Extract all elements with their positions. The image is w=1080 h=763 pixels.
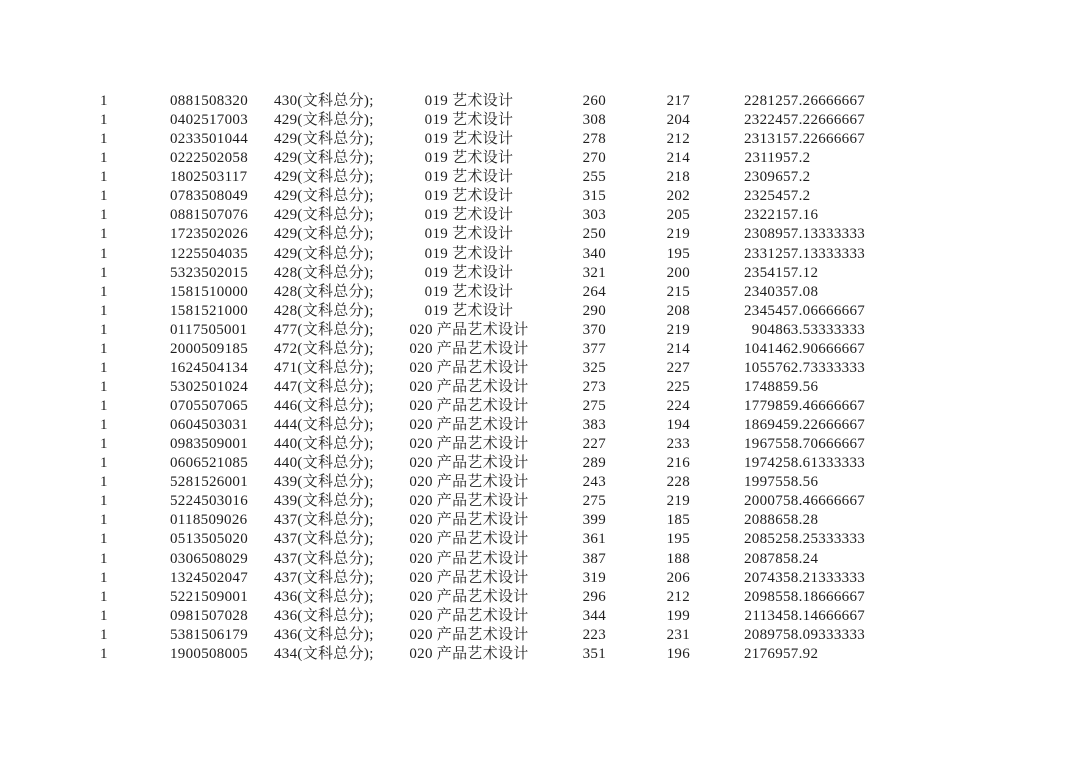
- cell-major: 020 产品艺术设计: [409, 474, 529, 491]
- cell-score-b: 214: [666, 340, 690, 357]
- cell-composite: 62.90666667: [783, 340, 866, 357]
- cell-seq: 1: [100, 112, 108, 129]
- table-row: [100, 550, 910, 569]
- cell-score-a: 351: [582, 645, 606, 662]
- cell-total-score: 472(文科总分);: [274, 340, 374, 357]
- cell-composite: 58.14666667: [783, 607, 866, 624]
- cell-major: 020 产品艺术设计: [409, 493, 529, 510]
- cell-major: 020 产品艺术设计: [409, 417, 529, 434]
- cell-seq: 1: [100, 531, 108, 548]
- cell-major: 019 艺术设计: [424, 283, 514, 300]
- cell-candidate-id: 0233501044: [170, 131, 248, 148]
- cell-rank: 23221: [744, 207, 783, 224]
- cell-score-b: 196: [666, 645, 690, 662]
- cell-rank: 23254: [744, 188, 783, 205]
- cell-score-a: 273: [582, 378, 606, 395]
- cell-seq: 1: [100, 264, 108, 281]
- cell-seq: 1: [100, 474, 108, 491]
- cell-rank: 21134: [744, 607, 783, 624]
- cell-score-b: 195: [666, 531, 690, 548]
- cell-score-a: 270: [582, 150, 606, 167]
- cell-major: 020 产品艺术设计: [409, 626, 529, 643]
- cell-composite: 58.24: [783, 550, 819, 567]
- cell-composite: 57.16: [783, 207, 819, 224]
- cell-composite: 59.46666667: [783, 398, 866, 414]
- table-row: [100, 645, 910, 664]
- cell-total-score: 428(文科总分);: [274, 302, 374, 319]
- cell-score-b: 208: [666, 302, 690, 319]
- cell-candidate-id: 0117505001: [170, 321, 248, 338]
- cell-major: 020 产品艺术设计: [409, 378, 529, 395]
- cell-candidate-id: 0981507028: [170, 607, 248, 624]
- table-row: [100, 607, 910, 626]
- cell-major: 019 艺术设计: [424, 302, 514, 319]
- cell-score-b: 188: [666, 550, 690, 567]
- cell-seq: 1: [100, 188, 108, 205]
- cell-major: 020 产品艺术设计: [409, 550, 529, 567]
- cell-rank: 23119: [744, 150, 783, 167]
- cell-seq: 1: [100, 455, 108, 472]
- cell-score-a: 260: [582, 93, 606, 109]
- cell-seq: 1: [100, 398, 108, 414]
- cell-composite: 58.25333333: [783, 531, 866, 548]
- cell-score-b: 212: [666, 131, 690, 148]
- cell-composite: 58.21333333: [783, 569, 866, 586]
- cell-total-score: 444(文科总分);: [274, 417, 374, 434]
- cell-major: 020 产品艺术设计: [409, 588, 529, 605]
- cell-rank: 20985: [744, 588, 783, 605]
- table-row: [100, 435, 910, 454]
- cell-candidate-id: 1581521000: [170, 302, 248, 319]
- cell-candidate-id: 5224503016: [170, 493, 248, 510]
- cell-total-score: 429(文科总分);: [274, 226, 374, 243]
- cell-score-a: 340: [582, 245, 606, 262]
- cell-total-score: 447(文科总分);: [274, 378, 374, 395]
- cell-seq: 1: [100, 569, 108, 586]
- cell-seq: 1: [100, 550, 108, 567]
- cell-score-a: 321: [582, 264, 606, 281]
- cell-composite: 57.2: [783, 169, 811, 186]
- cell-total-score: 429(文科总分);: [274, 131, 374, 148]
- cell-score-a: 325: [582, 359, 606, 376]
- cell-major: 020 产品艺术设计: [409, 607, 529, 624]
- cell-composite: 57.2: [783, 188, 811, 205]
- cell-seq: 1: [100, 226, 108, 243]
- cell-total-score: 439(文科总分);: [274, 474, 374, 491]
- cell-score-a: 227: [582, 436, 606, 453]
- cell-score-a: 387: [582, 550, 606, 567]
- cell-seq: 1: [100, 359, 108, 376]
- cell-composite: 58.70666667: [783, 436, 866, 453]
- cell-score-b: 217: [666, 93, 690, 109]
- cell-candidate-id: 0402517003: [170, 112, 248, 129]
- table-row: [100, 588, 910, 607]
- cell-rank: 20743: [744, 569, 783, 586]
- cell-seq: 1: [100, 207, 108, 224]
- cell-score-b: 204: [666, 112, 690, 129]
- table-row: [100, 302, 910, 321]
- cell-major: 019 艺术设计: [424, 226, 514, 243]
- cell-seq: 1: [100, 340, 108, 357]
- cell-candidate-id: 0881507076: [170, 207, 248, 224]
- cell-candidate-id: 0606521085: [170, 455, 248, 472]
- cell-composite: 57.12: [783, 264, 819, 281]
- cell-total-score: 437(文科总分);: [274, 550, 374, 567]
- cell-score-a: 344: [582, 607, 606, 624]
- cell-candidate-id: 1581510000: [170, 283, 248, 300]
- table-row: [100, 569, 910, 588]
- cell-score-b: 228: [666, 474, 690, 491]
- admission-score-table: [100, 92, 910, 664]
- cell-rank: 10557: [744, 359, 783, 376]
- cell-score-b: 214: [666, 150, 690, 167]
- cell-candidate-id: 0783508049: [170, 188, 248, 205]
- cell-score-b: 205: [666, 207, 690, 224]
- cell-candidate-id: 0306508029: [170, 550, 248, 567]
- cell-seq: 1: [100, 245, 108, 262]
- cell-seq: 1: [100, 378, 108, 395]
- cell-candidate-id: 0604503031: [170, 417, 248, 434]
- cell-total-score: 428(文科总分);: [274, 283, 374, 300]
- table-row: [100, 416, 910, 435]
- cell-score-b: 219: [666, 493, 690, 510]
- cell-score-b: 227: [666, 359, 690, 376]
- cell-score-b: 233: [666, 436, 690, 453]
- cell-total-score: 429(文科总分);: [274, 207, 374, 224]
- cell-major: 020 产品艺术设计: [409, 569, 529, 586]
- cell-candidate-id: 0513505020: [170, 531, 248, 548]
- cell-major: 020 产品艺术设计: [409, 645, 529, 662]
- cell-major: 020 产品艺术设计: [409, 531, 529, 548]
- table-row: [100, 92, 910, 111]
- cell-rank: 20897: [744, 626, 783, 643]
- cell-candidate-id: 0983509001: [170, 436, 248, 453]
- cell-score-a: 399: [582, 512, 606, 529]
- cell-rank: 23403: [744, 283, 783, 300]
- cell-score-b: 195: [666, 245, 690, 262]
- cell-total-score: 436(文科总分);: [274, 588, 374, 605]
- cell-score-a: 223: [582, 626, 606, 643]
- cell-total-score: 429(文科总分);: [274, 112, 374, 129]
- cell-major: 019 艺术设计: [424, 264, 514, 281]
- cell-total-score: 429(文科总分);: [274, 169, 374, 186]
- table-row: [100, 473, 910, 492]
- cell-score-b: 219: [666, 226, 690, 243]
- cell-candidate-id: 5281526001: [170, 474, 248, 491]
- cell-seq: 1: [100, 417, 108, 434]
- cell-major: 019 艺术设计: [424, 245, 514, 262]
- cell-score-a: 243: [582, 474, 606, 491]
- cell-score-b: 225: [666, 378, 690, 395]
- table-row: [100, 359, 910, 378]
- cell-major: 020 产品艺术设计: [409, 512, 529, 529]
- cell-candidate-id: 5323502015: [170, 264, 248, 281]
- cell-composite: 57.06666667: [783, 302, 866, 319]
- cell-major: 020 产品艺术设计: [409, 398, 529, 414]
- table-row: [100, 530, 910, 549]
- cell-major: 019 艺术设计: [424, 150, 514, 167]
- cell-total-score: 440(文科总分);: [274, 436, 374, 453]
- cell-candidate-id: 1723502026: [170, 226, 248, 243]
- cell-seq: 1: [100, 131, 108, 148]
- cell-candidate-id: 2000509185: [170, 340, 248, 357]
- cell-major: 019 艺术设计: [424, 112, 514, 129]
- cell-composite: 57.2: [783, 150, 811, 167]
- cell-seq: 1: [100, 512, 108, 529]
- cell-major: 019 艺术设计: [424, 131, 514, 148]
- cell-score-a: 315: [582, 188, 606, 205]
- cell-candidate-id: 1900508005: [170, 645, 248, 662]
- cell-score-a: 303: [582, 207, 606, 224]
- cell-score-a: 275: [582, 398, 606, 414]
- cell-score-a: 296: [582, 588, 606, 605]
- cell-total-score: 428(文科总分);: [274, 264, 374, 281]
- cell-total-score: 436(文科总分);: [274, 607, 374, 624]
- cell-total-score: 429(文科总分);: [274, 245, 374, 262]
- cell-score-a: 290: [582, 302, 606, 319]
- cell-composite: 57.22666667: [783, 112, 866, 129]
- cell-score-b: 200: [666, 264, 690, 281]
- cell-seq: 1: [100, 626, 108, 643]
- cell-rank: 22812: [744, 93, 783, 109]
- cell-score-b: 215: [666, 283, 690, 300]
- cell-score-a: 250: [582, 226, 606, 243]
- cell-seq: 1: [100, 302, 108, 319]
- cell-composite: 63.53333333: [783, 321, 866, 338]
- cell-composite: 58.56: [783, 474, 819, 491]
- cell-score-a: 361: [582, 531, 606, 548]
- cell-total-score: 437(文科总分);: [274, 569, 374, 586]
- cell-rank: 23312: [744, 245, 783, 262]
- cell-score-a: 289: [582, 455, 606, 472]
- cell-rank: 17488: [744, 378, 783, 395]
- cell-rank: 23224: [744, 112, 783, 129]
- cell-candidate-id: 1324502047: [170, 569, 248, 586]
- table-row: [100, 206, 910, 225]
- cell-major: 019 艺术设计: [424, 93, 514, 109]
- cell-score-b: 202: [666, 188, 690, 205]
- cell-score-b: 224: [666, 398, 690, 414]
- cell-rank: 23131: [744, 131, 783, 148]
- cell-candidate-id: 5302501024: [170, 378, 248, 395]
- cell-score-a: 275: [582, 493, 606, 510]
- cell-major: 020 产品艺术设计: [409, 340, 529, 357]
- cell-major: 020 产品艺术设计: [409, 321, 529, 338]
- cell-rank: 10414: [744, 340, 783, 357]
- cell-major: 020 产品艺术设计: [409, 359, 529, 376]
- cell-seq: 1: [100, 150, 108, 167]
- cell-rank: 20852: [744, 531, 783, 548]
- cell-candidate-id: 0881508320: [170, 93, 248, 109]
- cell-total-score: 429(文科总分);: [274, 150, 374, 167]
- cell-composite: 58.09333333: [783, 626, 866, 643]
- cell-total-score: 477(文科总分);: [274, 321, 374, 338]
- cell-candidate-id: 1802503117: [170, 169, 248, 186]
- cell-composite: 58.18666667: [783, 588, 866, 605]
- cell-seq: 1: [100, 321, 108, 338]
- cell-seq: 1: [100, 645, 108, 662]
- table-row: [100, 511, 910, 530]
- cell-total-score: 437(文科总分);: [274, 512, 374, 529]
- table-row: [100, 130, 910, 149]
- cell-rank: 23541: [744, 264, 783, 281]
- table-row: [100, 245, 910, 264]
- cell-rank: 20878: [744, 550, 783, 567]
- cell-composite: 57.13333333: [783, 245, 866, 262]
- cell-seq: 1: [100, 607, 108, 624]
- cell-score-b: 185: [666, 512, 690, 529]
- cell-score-a: 370: [582, 321, 606, 338]
- table-row: [100, 168, 910, 187]
- cell-candidate-id: 0222502058: [170, 150, 248, 167]
- table-row: [100, 225, 910, 244]
- cell-major: 019 艺术设计: [424, 207, 514, 224]
- cell-rank: 9048: [751, 321, 783, 338]
- cell-total-score: 429(文科总分);: [274, 188, 374, 205]
- cell-score-a: 308: [582, 112, 606, 129]
- cell-score-b: 194: [666, 417, 690, 434]
- cell-total-score: 437(文科总分);: [274, 531, 374, 548]
- cell-composite: 57.26666667: [783, 93, 866, 109]
- cell-seq: 1: [100, 93, 108, 109]
- cell-composite: 57.22666667: [783, 131, 866, 148]
- cell-score-a: 264: [582, 283, 606, 300]
- cell-total-score: 430(文科总分);: [274, 93, 374, 109]
- cell-composite: 58.61333333: [783, 455, 866, 472]
- cell-candidate-id: 5221509001: [170, 588, 248, 605]
- table-row: [100, 187, 910, 206]
- cell-rank: 20007: [744, 493, 783, 510]
- cell-rank: 23454: [744, 302, 783, 319]
- cell-score-b: 216: [666, 455, 690, 472]
- cell-score-a: 319: [582, 569, 606, 586]
- table-row: [100, 378, 910, 397]
- cell-rank: 21769: [744, 645, 783, 662]
- cell-major: 020 产品艺术设计: [409, 455, 529, 472]
- cell-rank: 23089: [744, 226, 783, 243]
- cell-composite: 58.46666667: [783, 493, 866, 510]
- table-row: [100, 321, 910, 340]
- cell-rank: 19675: [744, 436, 783, 453]
- cell-total-score: 439(文科总分);: [274, 493, 374, 510]
- cell-major: 019 艺术设计: [424, 188, 514, 205]
- cell-candidate-id: 1624504134: [170, 359, 248, 376]
- cell-rank: 18694: [744, 417, 783, 434]
- table-row: [100, 111, 910, 130]
- cell-candidate-id: 0705507065: [170, 398, 248, 414]
- cell-rank: 17798: [744, 398, 783, 414]
- table-row: [100, 626, 910, 645]
- cell-rank: 19742: [744, 455, 783, 472]
- cell-candidate-id: 0118509026: [170, 512, 248, 529]
- score-table-body: [100, 92, 910, 664]
- cell-total-score: 434(文科总分);: [274, 645, 374, 662]
- cell-rank: 20886: [744, 512, 783, 529]
- cell-major: 019 艺术设计: [424, 169, 514, 186]
- table-row: [100, 492, 910, 511]
- cell-seq: 1: [100, 169, 108, 186]
- cell-score-b: 231: [666, 626, 690, 643]
- cell-rank: 23096: [744, 169, 783, 186]
- cell-seq: 1: [100, 588, 108, 605]
- cell-composite: 57.08: [783, 283, 819, 300]
- cell-major: 020 产品艺术设计: [409, 436, 529, 453]
- cell-seq: 1: [100, 283, 108, 300]
- cell-candidate-id: 1225504035: [170, 245, 248, 262]
- table-row: [100, 397, 910, 416]
- cell-score-a: 278: [582, 131, 606, 148]
- table-row: [100, 264, 910, 283]
- cell-composite: 57.92: [783, 645, 819, 662]
- cell-score-a: 255: [582, 169, 606, 186]
- table-row: [100, 454, 910, 473]
- cell-score-b: 218: [666, 169, 690, 186]
- cell-total-score: 446(文科总分);: [274, 398, 374, 414]
- cell-total-score: 440(文科总分);: [274, 455, 374, 472]
- table-row: [100, 149, 910, 168]
- cell-score-b: 199: [666, 607, 690, 624]
- cell-seq: 1: [100, 436, 108, 453]
- cell-score-b: 212: [666, 588, 690, 605]
- cell-rank: 19975: [744, 474, 783, 491]
- cell-score-b: 206: [666, 569, 690, 586]
- cell-composite: 59.56: [783, 378, 819, 395]
- cell-total-score: 436(文科总分);: [274, 626, 374, 643]
- cell-composite: 62.73333333: [783, 359, 866, 376]
- cell-composite: 58.28: [783, 512, 819, 529]
- table-row: [100, 340, 910, 359]
- cell-total-score: 471(文科总分);: [274, 359, 374, 376]
- cell-candidate-id: 5381506179: [170, 626, 248, 643]
- table-row: [100, 283, 910, 302]
- cell-composite: 59.22666667: [783, 417, 866, 434]
- cell-score-b: 219: [666, 321, 690, 338]
- cell-score-a: 383: [582, 417, 606, 434]
- cell-score-a: 377: [582, 340, 606, 357]
- cell-composite: 57.13333333: [783, 226, 866, 243]
- cell-seq: 1: [100, 493, 108, 510]
